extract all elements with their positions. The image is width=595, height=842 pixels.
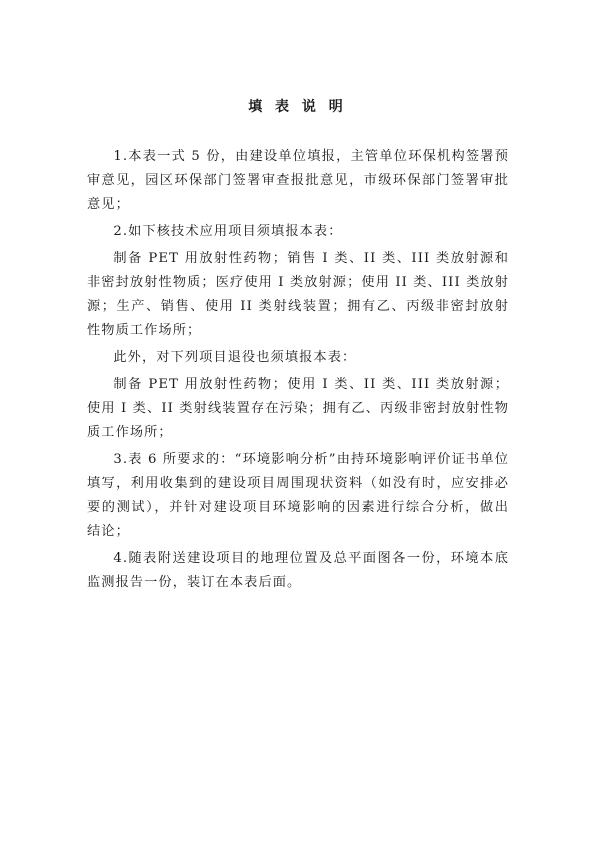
- instruction-paragraph-3: 3.表 6 所要求的：“环境影响分析”由持环境影响评价证书单位填写，利用收集到的建设项目周围现状资料（如没有时，应安排必要的测试），并针对建设项目环境影响的因素进行综合分析，做出结论；: [87, 452, 509, 539]
- instruction-paragraph-decommission: 此外，对下列项目退役也须填报本表：: [113, 350, 357, 365]
- instruction-paragraph-2: 2.如下核技术应用项目须填报本表：: [113, 224, 343, 239]
- instruction-paragraph-1: 1.本表一式 5 份，由建设单位填报，主管单位环保机构签署预审意见，园区环保部门签署审查报批意见，市级环保部门签署审批意见；: [87, 149, 509, 212]
- page-title: 填 表 说 明: [248, 99, 347, 115]
- instructions-body: [87, 145, 509, 598]
- instruction-paragraph-2-items: 制备 PET 用放射性药物；销售 I 类、II 类、III 类放射源和非密封放射性物质；医疗使用 I 类放射源；使用 II 类、III 类放射源；生产、销售、使用 II 类射线装置；拥有乙、丙级非密封放射性物质工作场所；: [87, 251, 509, 338]
- instruction-paragraph-decommission-items: 制备 PET 用放射性药物；使用 I 类、II 类、III 类放射源；使用 I 类、II 类射线装置存在污染；拥有乙、丙级非密封放射性物质工作场所；: [87, 377, 509, 440]
- instruction-paragraph-4: 4.随表附送建设项目的地理位置及总平面图各一份，环境本底监测报告一份，装订在本表后面。: [87, 551, 509, 590]
